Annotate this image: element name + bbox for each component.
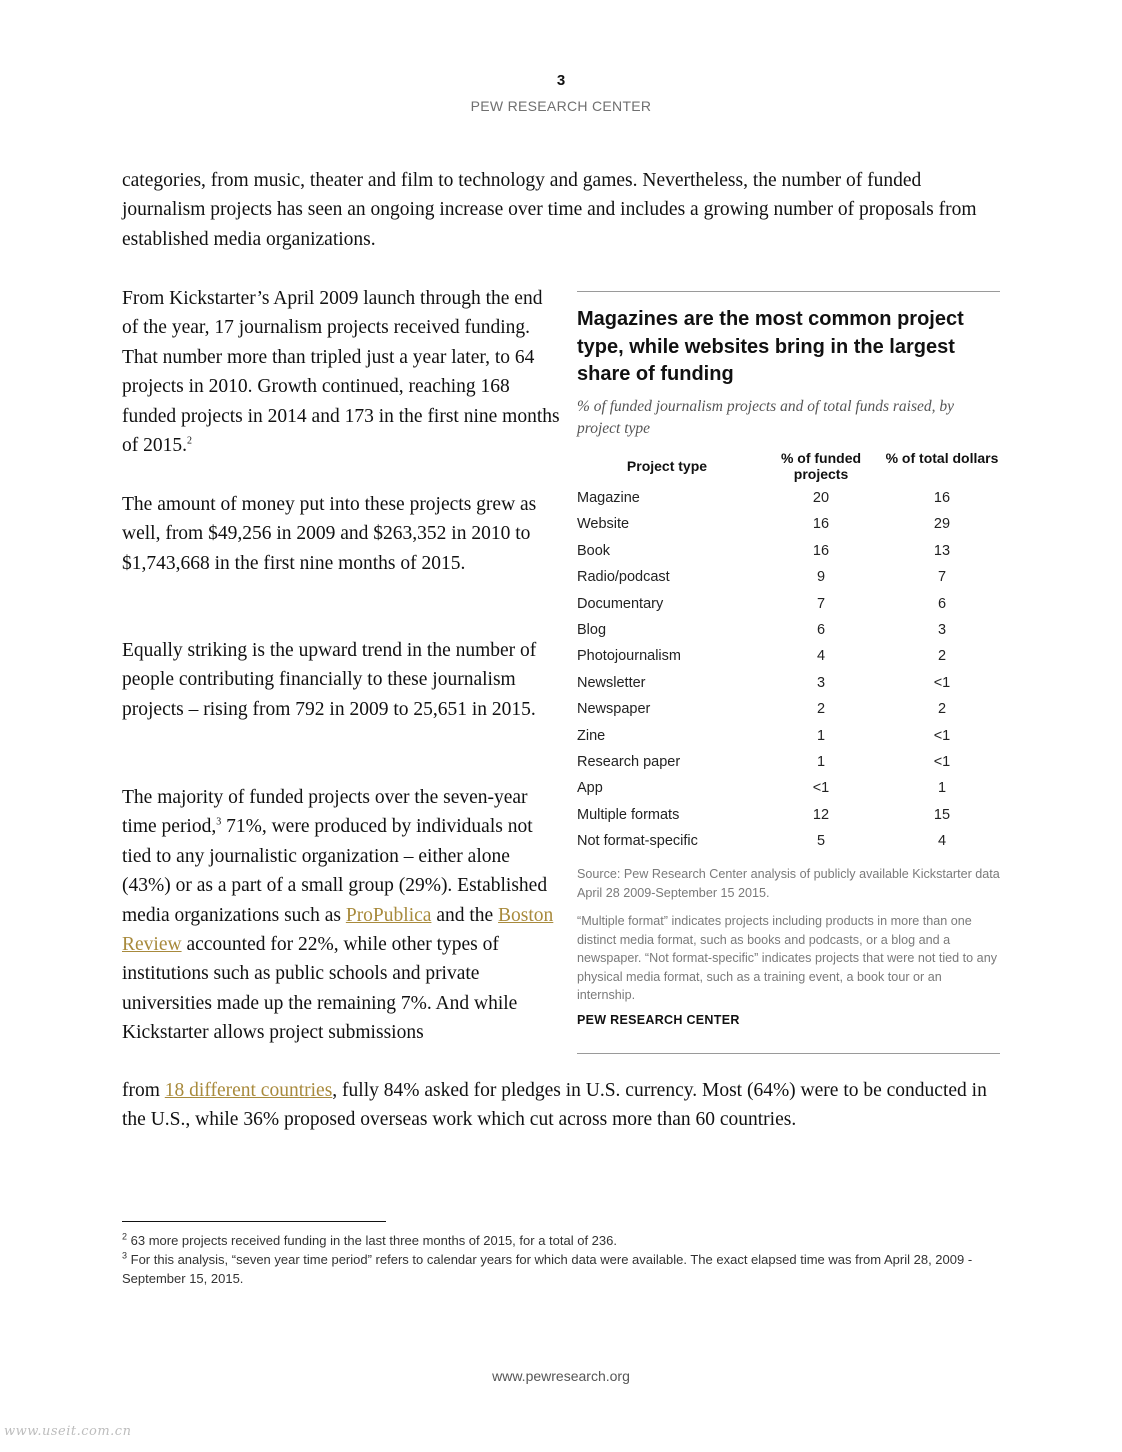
project-type-cell: Blog <box>577 621 607 638</box>
table-row <box>577 488 1000 514</box>
page-number: 3 <box>556 72 566 89</box>
paragraph-6-text-b: , fully 84% asked for pledges in U.S. currency. Most (64%) were to be conducted in the U.S., while 36% proposed overseas work which cut across more than 60 countries. <box>122 1080 987 1131</box>
project-type-cell: Magazine <box>577 490 640 506</box>
table-row <box>577 699 1000 725</box>
funded-percent-cell: 2 <box>816 701 826 718</box>
different-countries-link[interactable]: 18 different countries <box>164 1080 333 1101</box>
project-type-cell: Multiple formats <box>577 806 680 823</box>
funded-percent-cell: 7 <box>816 595 826 612</box>
dollars-percent-cell: 3 <box>937 621 947 638</box>
page-header-org: PEW RESEARCH CENTER <box>470 98 652 114</box>
table-row <box>577 726 1000 752</box>
funded-percent-cell: 6 <box>816 621 826 638</box>
funded-percent-cell: 9 <box>816 569 826 586</box>
funded-percent-cell: 1 <box>816 727 826 744</box>
body-paragraph-3: The amount of money put into these projects grew as well, from $49,256 in 2009 and $263,352 in 2010 to $1,743,668 in the first nine months of 2015. <box>122 494 537 574</box>
footnote-3-text: For this analysis, “seven year time period” refers to calendar years for which data were available. The exact elapsed time was from April 28, 2009 - September 15, 2015. <box>122 1252 973 1286</box>
footnote-3 <box>122 1251 1002 1288</box>
boston-review-link[interactable]: Boston Review <box>122 904 554 956</box>
project-type-cell: Book <box>577 542 611 559</box>
dollars-percent-cell: 1 <box>937 780 947 797</box>
footnote-3-number: 3 <box>122 1250 128 1261</box>
body-paragraph-4: Equally striking is the upward trend in the number of people contributing financially to these journalism projects – rising from 792 in 2009 to 25,651 in 2015. <box>122 640 537 720</box>
project-type-cell: Newspaper <box>577 701 651 718</box>
footnote-divider <box>122 1221 386 1222</box>
body-paragraph-5 <box>122 783 562 1048</box>
funded-percent-cell: 20 <box>812 490 830 506</box>
table-row <box>577 541 1000 567</box>
dollars-percent-cell: 15 <box>933 806 951 823</box>
dollars-percent-cell: 16 <box>933 490 951 506</box>
dollars-percent-cell: 13 <box>933 542 951 559</box>
site-watermark: www.useit.com.cn <box>4 1424 132 1439</box>
footnote-2-text: 63 more projects received funding in the last three months of 2015, for a total of 236. <box>127 1233 617 1248</box>
footnote-ref-3[interactable]: 3 <box>216 816 222 828</box>
footnote-2 <box>122 1232 1002 1251</box>
column-header-project-type: Project type <box>626 458 708 474</box>
dollars-percent-cell: 4 <box>937 833 947 850</box>
funded-percent-cell: 5 <box>816 833 826 850</box>
project-type-cell: Documentary <box>577 595 664 612</box>
funded-percent-cell: 4 <box>816 648 826 665</box>
column-header-funded: % of funded projects <box>780 450 862 482</box>
chart-subtitle: % of funded journalism projects and of total funds raised, by project type <box>577 398 955 437</box>
funded-percent-cell: 12 <box>812 806 830 823</box>
table-row <box>577 752 1000 778</box>
project-type-cell: Radio/podcast <box>577 569 670 586</box>
dollars-percent-cell: <1 <box>933 674 951 691</box>
footnote-2-number: 2 <box>122 1231 128 1242</box>
footer-url[interactable]: www.pewresearch.org <box>492 1368 630 1384</box>
project-type-cell: Zine <box>577 727 606 744</box>
paragraph-5-text-d: accounted for 22%, while other types of institutions such as public schools and private universities made up the remaining 7%. And while Kickstarter allows project submissions <box>122 934 518 1044</box>
body-paragraph-2 <box>122 284 562 460</box>
funded-percent-cell: 1 <box>816 753 826 770</box>
dollars-percent-cell: 2 <box>937 701 947 718</box>
chart-title: Magazines are the most common project type, while websites bring in the largest share of funding <box>577 308 964 385</box>
project-type-table-figure <box>577 291 1000 1054</box>
paragraph-5-text-b: 71%, were produced by individuals not tied to any journalistic organization – either alone (43%) or as a part of a small group (29%). Established media organizations such as <box>122 816 548 926</box>
body-paragraph-6 <box>122 1076 992 1135</box>
table-row <box>577 514 1000 540</box>
funded-percent-cell: 16 <box>812 542 830 559</box>
paragraph-5-text-a: The majority of funded projects over the seven-year time period, <box>122 787 528 838</box>
propublica-link[interactable]: ProPublica <box>345 904 432 926</box>
dollars-percent-cell: 6 <box>937 595 947 612</box>
footnote-ref-2[interactable]: 2 <box>187 435 192 447</box>
table-row <box>577 831 1000 857</box>
table-row <box>577 594 1000 620</box>
project-type-cell: Research paper <box>577 753 681 770</box>
paragraph-5-text-c: and the <box>431 904 499 926</box>
chart-org-credit: PEW RESEARCH CENTER <box>577 1013 740 1027</box>
project-type-cell: Website <box>577 516 630 533</box>
funded-percent-cell: 3 <box>816 674 826 691</box>
paragraph-6-text-a: from <box>122 1080 165 1101</box>
project-type-cell: Photojournalism <box>577 648 681 665</box>
chart-definition-note: “Multiple format” indicates projects including products in more than one distinct media format, such as books and podcasts, or a blog and a newspaper. “Not format-specific” indicates projects that were not tied to any physical media format, such as a training event, a book tour or an internship. <box>577 914 997 1002</box>
table-row <box>577 646 1000 672</box>
project-type-cell: Not format-specific <box>577 833 698 850</box>
table-row <box>577 567 1000 593</box>
table-row <box>577 805 1000 831</box>
column-header-dollars: % of total dollars <box>885 450 999 466</box>
table-row <box>577 778 1000 804</box>
funded-percent-cell: 16 <box>812 516 830 533</box>
project-type-cell: App <box>577 780 603 797</box>
body-paragraph-1: categories, from music, theater and film to technology and games. Nevertheless, the number of funded journalism projects has seen an ongoing increase over time and includes a growing number of proposals from established media organizations. <box>122 170 977 250</box>
funded-percent-cell: <1 <box>812 780 830 797</box>
paragraph-2-text: From Kickstarter’s April 2009 launch through the end of the year, 17 journalism projects received funding. That number more than tripled just a year later, to 64 projects in 2010. Growth continued, reaching 168 funded projects in 2014 and 173 in the first nine months of 2015. <box>122 288 560 457</box>
dollars-percent-cell: <1 <box>933 727 951 744</box>
table-body <box>577 488 1000 857</box>
table-row <box>577 620 1000 646</box>
dollars-percent-cell: 7 <box>937 569 947 586</box>
dollars-percent-cell: 29 <box>933 516 951 533</box>
dollars-percent-cell: 2 <box>937 648 947 665</box>
dollars-percent-cell: <1 <box>933 753 951 770</box>
project-type-cell: Newsletter <box>577 674 646 691</box>
chart-source-note: Source: Pew Research Center analysis of publicly available Kickstarter data April 28 2009-September 15 2015. <box>577 867 1000 900</box>
table-row <box>577 673 1000 699</box>
